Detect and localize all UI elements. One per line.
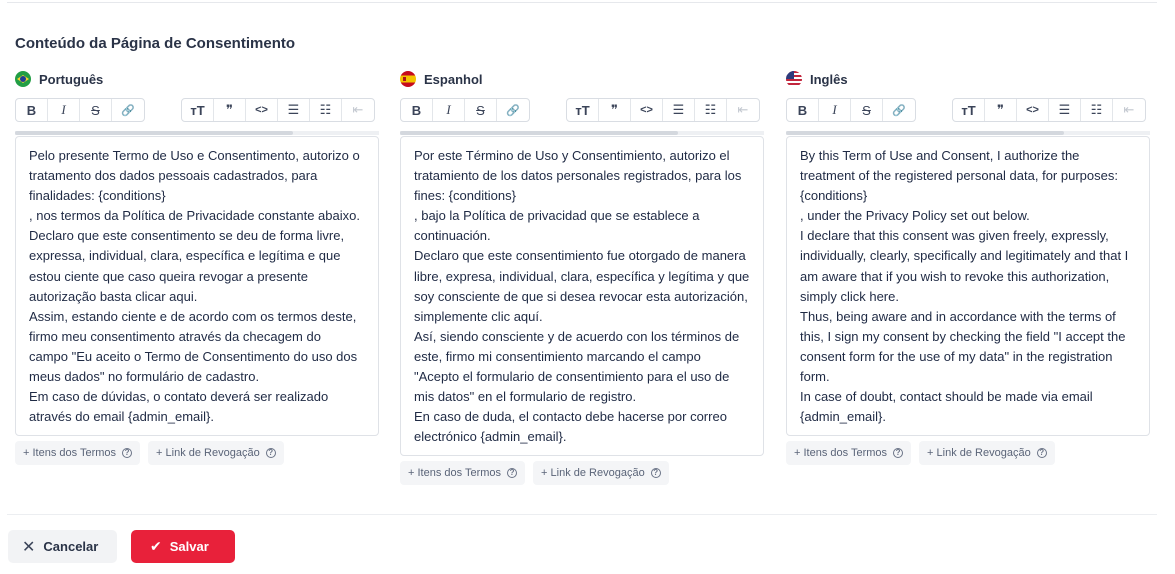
format-group (15, 98, 145, 122)
cancel-button[interactable] (8, 530, 117, 563)
add-revoke-link-button[interactable] (148, 441, 284, 465)
spain-flag-icon (400, 71, 416, 87)
block-group (181, 98, 375, 122)
outdent-icon[interactable]: ⇤ (1123, 102, 1135, 117)
help-icon[interactable]: ? (893, 448, 903, 458)
strikethrough-icon[interactable]: S (465, 99, 497, 121)
outdent-icon[interactable]: ⇤ (352, 102, 364, 117)
code-icon[interactable]: <> (1017, 99, 1049, 121)
text-size-icon[interactable]: ᴛT (567, 99, 599, 121)
text-size-icon[interactable]: ᴛT (182, 99, 214, 121)
insert-chips (786, 441, 1055, 465)
italic-icon[interactable]: I (48, 99, 80, 121)
bullet-list-icon[interactable]: ☰ (278, 99, 310, 121)
add-terms-items-button[interactable] (400, 461, 525, 485)
language-header (400, 70, 764, 88)
language-label: Português (39, 71, 104, 87)
format-group (786, 98, 916, 122)
toolbar-scrollbar[interactable] (400, 131, 764, 135)
strikethrough-icon[interactable]: S (851, 99, 883, 121)
block-group (952, 98, 1146, 122)
brazil-flag-icon (15, 71, 31, 87)
insert-chips (400, 461, 669, 485)
link-icon[interactable]: 🔗 (121, 104, 135, 117)
outdent-icon[interactable]: ⇤ (737, 102, 749, 117)
code-icon[interactable]: <> (246, 99, 278, 121)
language-column-portuguese (15, 70, 379, 459)
add-revoke-link-button[interactable] (919, 441, 1055, 465)
insert-chips (15, 441, 284, 465)
chip-label: + Link de Revogação (156, 447, 260, 459)
language-header (15, 70, 379, 88)
save-button[interactable] (131, 530, 235, 563)
help-icon[interactable]: ? (1037, 448, 1047, 458)
section-title: Conteúdo da Página de Consentimento (15, 35, 296, 52)
bullet-list-icon[interactable]: ☰ (1049, 99, 1081, 121)
editor-toolbar (400, 98, 764, 123)
bold-icon[interactable]: B (401, 99, 433, 121)
chip-label: + Itens dos Termos (794, 447, 888, 459)
footer-divider (7, 514, 1157, 515)
check-icon: ✔ (150, 538, 162, 554)
ordered-list-icon[interactable]: ☷ (695, 99, 727, 121)
code-icon[interactable]: <> (631, 99, 663, 121)
text-size-icon[interactable]: ᴛT (953, 99, 985, 121)
add-terms-items-button[interactable] (786, 441, 911, 465)
language-header (786, 70, 1150, 88)
bullet-list-icon[interactable]: ☰ (663, 99, 695, 121)
italic-icon[interactable]: I (819, 99, 851, 121)
ordered-list-icon[interactable]: ☷ (1081, 99, 1113, 121)
add-revoke-link-button[interactable] (533, 461, 669, 485)
chip-label: + Itens dos Termos (23, 447, 117, 459)
editor-toolbar (786, 98, 1150, 123)
quote-icon[interactable]: ❞ (599, 99, 631, 121)
help-icon[interactable]: ? (266, 448, 276, 458)
cancel-label: Cancelar (43, 539, 99, 554)
chip-label: + Itens dos Termos (408, 467, 502, 479)
toolbar-scrollbar[interactable] (786, 131, 1150, 135)
language-label: Espanhol (424, 71, 483, 87)
quote-icon[interactable]: ❞ (214, 99, 246, 121)
format-group (400, 98, 530, 122)
italic-icon[interactable]: I (433, 99, 465, 121)
scrollbar-thumb[interactable] (786, 131, 1064, 135)
content-editor[interactable]: By this Term of Use and Consent, I authorize the treatment of the registered personal data, for purposes: {conditions} , under the Privacy Policy set out below. I declare that this consent was given freely, expressly, individually, clearly, specifically and legitimately and that I am aware that if you wish to revoke this authorization, simply click here. Thus, being aware and in accordance with the terms of this, I sign my consent by checking the field "I accept the consent form for the use of my data" in the registration form. In case of doubt, contact should be made via email {admin_email}. (786, 136, 1150, 436)
bold-icon[interactable]: B (16, 99, 48, 121)
content-editor[interactable]: Por este Término de Uso y Consentimiento, autorizo el tratamiento de los datos personales registrados, para los fines: {conditions} , bajo la Política de privacidad que se establece a continuación. Declaro que este consentimiento fue otorgado de manera libre, expresa, individual, clara, específica y legítima y que soy consciente de que si desea revocar esta autorización, simplemente clic aquí. Así, siendo consciente y de acuerdo con los términos de este, firmo mi consentimiento marcando el campo "Acepto el formulario de consentimiento para el uso de mis datos" en el formulario de registro. En caso de duda, el contacto debe hacerse por correo electrónico {admin_email}. (400, 136, 764, 456)
quote-icon[interactable]: ❞ (985, 99, 1017, 121)
block-group (566, 98, 760, 122)
chip-label: + Link de Revogação (927, 447, 1031, 459)
link-icon[interactable]: 🔗 (506, 104, 520, 117)
chip-label: + Link de Revogação (541, 467, 645, 479)
help-icon[interactable]: ? (651, 468, 661, 478)
save-label: Salvar (169, 539, 209, 554)
language-column-spanish (400, 70, 764, 479)
bold-icon[interactable]: B (787, 99, 819, 121)
editor-toolbar (15, 98, 379, 123)
top-divider (7, 2, 1157, 3)
add-terms-items-button[interactable] (15, 441, 140, 465)
scrollbar-thumb[interactable] (15, 131, 293, 135)
toolbar-scrollbar[interactable] (15, 131, 379, 135)
usa-flag-icon (786, 71, 802, 87)
close-icon: ✕ (22, 538, 36, 556)
language-label: Inglês (810, 71, 848, 87)
content-editor[interactable]: Pelo presente Termo de Uso e Consentimento, autorizo o tratamento dos dados pessoais cadastrados, para finalidades: {conditions} , nos termos da Política de Privacidade constante abaixo. Declaro que este consentimento se deu de forma livre, expressa, individual, clara, específica e legítima e que estou ciente que caso queira revogar a presente autorização basta clicar aqui. Assim, estando ciente e de acordo com os termos deste, firmo meu consentimento através da checagem do campo "Eu aceito o Termo de Consentimento do uso dos meus dados" no formulário de cadastro. Em caso de dúvidas, o contato deverá ser realizado através do email {admin_email}. (15, 136, 379, 436)
help-icon[interactable]: ? (122, 448, 132, 458)
help-icon[interactable]: ? (507, 468, 517, 478)
language-column-english (786, 70, 1150, 459)
ordered-list-icon[interactable]: ☷ (310, 99, 342, 121)
strikethrough-icon[interactable]: S (80, 99, 112, 121)
scrollbar-thumb[interactable] (400, 131, 678, 135)
link-icon[interactable]: 🔗 (892, 104, 906, 117)
